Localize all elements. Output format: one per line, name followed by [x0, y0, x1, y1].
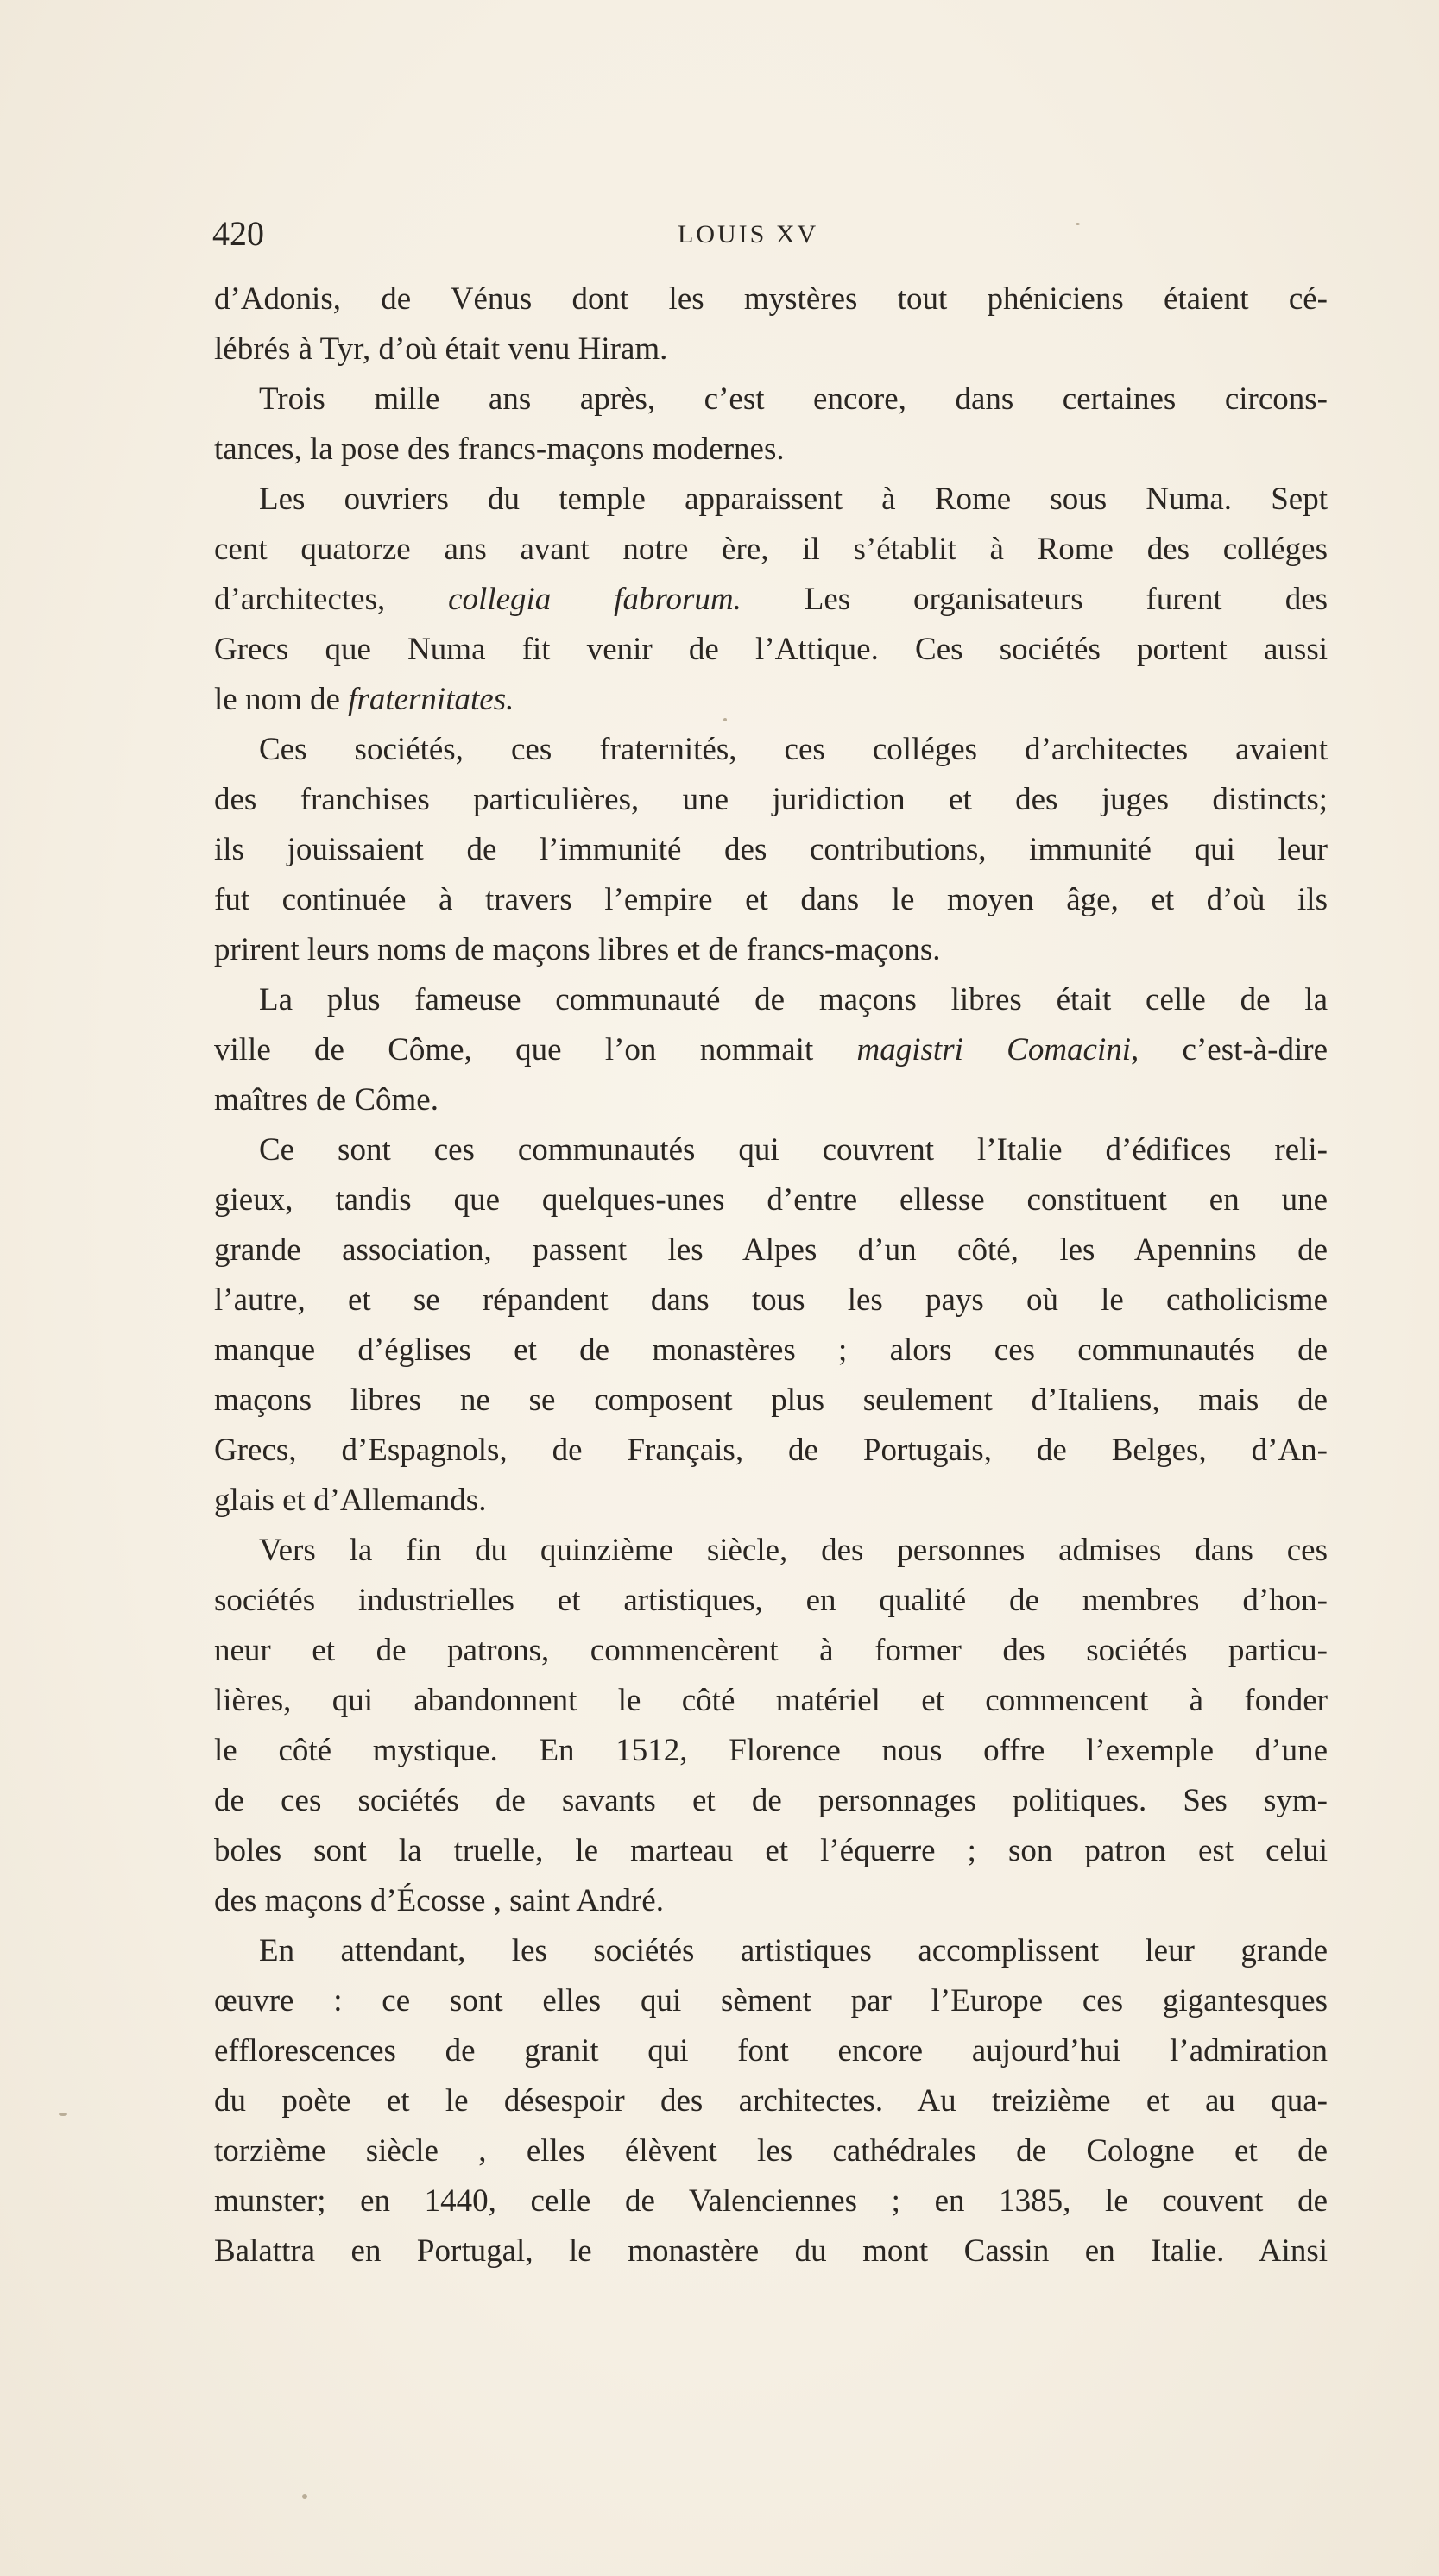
text-line: prirent leurs noms de maçons libres et de francs-maçons.	[214, 932, 941, 967]
text-line: l’autre, et se répandent dans tous les pays où le catholicisme	[214, 1282, 1328, 1318]
text-line: Grecs que Numa fit venir de l’Attique. Ces sociétés portent aussi	[214, 632, 1328, 667]
running-title: LOUIS XV	[678, 220, 819, 249]
text-line: cent quatorze ans avant notre ère, il s’établit à Rome des colléges	[214, 532, 1328, 567]
italic-term: collegia fabrorum.	[448, 582, 742, 617]
text-line: boles sont la truelle, le marteau et l’équerre ; son patron est celui	[214, 1833, 1328, 1868]
paragraph-first-line: En attendant, les sociétés artistiques accomplissent leur grande	[259, 1933, 1328, 1968]
text-line: de ces sociétés de savants et de personnages politiques. Ses sym-	[214, 1783, 1328, 1818]
paragraph-first-line: Trois mille ans après, c’est encore, dans certaines circons-	[259, 381, 1328, 417]
text-line: maîtres de Côme.	[214, 1082, 439, 1118]
text-line: le nom de fraternitates.	[214, 682, 514, 717]
text-line: lières, qui abandonnent le côté matériel et commencent à fonder	[214, 1683, 1328, 1718]
text-line: glais et d’Allemands.	[214, 1483, 487, 1518]
text-line: efflorescences de granit qui font encore aujourd’hui l’admiration	[214, 2033, 1328, 2069]
text-line: ville de Côme, que l’on nommait magistri Comacini, c’est-à-dire	[214, 1032, 1328, 1068]
text-line: gieux, tandis que quelques-unes d’entre ellesse constituent en une	[214, 1182, 1328, 1218]
italic-term: magistri Comacini	[856, 1032, 1132, 1068]
text-line: neur et de patrons, commencèrent à former des sociétés particu-	[214, 1633, 1328, 1668]
text-line: d’Adonis, de Vénus dont les mystères tout phéniciens étaient cé-	[214, 281, 1328, 317]
text-line: fut continuée à travers l’empire et dans le moyen âge, et d’où ils	[214, 882, 1328, 917]
paragraph-first-line: Vers la fin du quinzième siècle, des personnes admises dans ces	[259, 1533, 1328, 1568]
text-line: torzième siècle , elles élèvent les cathédrales de Cologne et de	[214, 2133, 1328, 2169]
paper-speck	[1076, 223, 1080, 225]
text-line: munster; en 1440, celle de Valenciennes ; en 1385, le couvent de	[214, 2183, 1328, 2219]
text-line: lébrés à Tyr, d’où était venu Hiram.	[214, 331, 668, 367]
text-line: Balattra en Portugal, le monastère du mont Cassin en Italie. Ainsi	[214, 2233, 1328, 2269]
text-line: Grecs, d’Espagnols, de Français, de Portugais, de Belges, d’An-	[214, 1433, 1328, 1468]
paragraph-first-line: Ces sociétés, ces fraternités, ces colléges d’architectes avaient	[259, 732, 1328, 767]
text-line: des maçons d’Écosse , saint André.	[214, 1883, 664, 1918]
paragraph-first-line: Ce sont ces communautés qui couvrent l’Italie d’édifices reli-	[259, 1132, 1328, 1168]
text-line: maçons libres ne se composent plus seulement d’Italiens, mais de	[214, 1382, 1328, 1418]
page-header	[212, 212, 1326, 255]
italic-term: fraternitates.	[348, 682, 514, 717]
text-line: ils jouissaient de l’immunité des contributions, immunité qui leur	[214, 832, 1328, 867]
body-text	[214, 274, 1328, 2277]
text-line: grande association, passent les Alpes d’un côté, les Apennins de	[214, 1232, 1328, 1268]
text-line: d’architectes, collegia fabrorum. Les organisateurs furent des	[214, 582, 1329, 617]
paper-speck	[302, 2494, 307, 2499]
paper-speck	[723, 718, 727, 721]
text-line: œuvre : ce sont elles qui sèment par l’Europe ces gigantesques	[214, 1983, 1328, 2019]
text-line: du poète et le désespoir des architectes. Au treizième et au qua-	[214, 2083, 1328, 2119]
text-line: sociétés industrielles et artistiques, en qualité de membres d’hon-	[214, 1583, 1328, 1618]
paper-speck	[59, 2113, 67, 2116]
text-line: le côté mystique. En 1512, Florence nous offre l’exemple d’une	[214, 1733, 1328, 1768]
text-line: des franchises particulières, une juridiction et des juges distincts;	[214, 782, 1328, 817]
page-number: 420	[212, 214, 264, 253]
paragraph-first-line: La plus fameuse communauté de maçons libres était celle de la	[259, 982, 1328, 1017]
text-line: tances, la pose des francs-maçons modernes.	[214, 431, 785, 467]
text-line: manque d’églises et de monastères ; alors ces communautés de	[214, 1332, 1328, 1368]
paragraph-first-line: Les ouvriers du temple apparaissent à Rome sous Numa. Sept	[259, 482, 1328, 517]
